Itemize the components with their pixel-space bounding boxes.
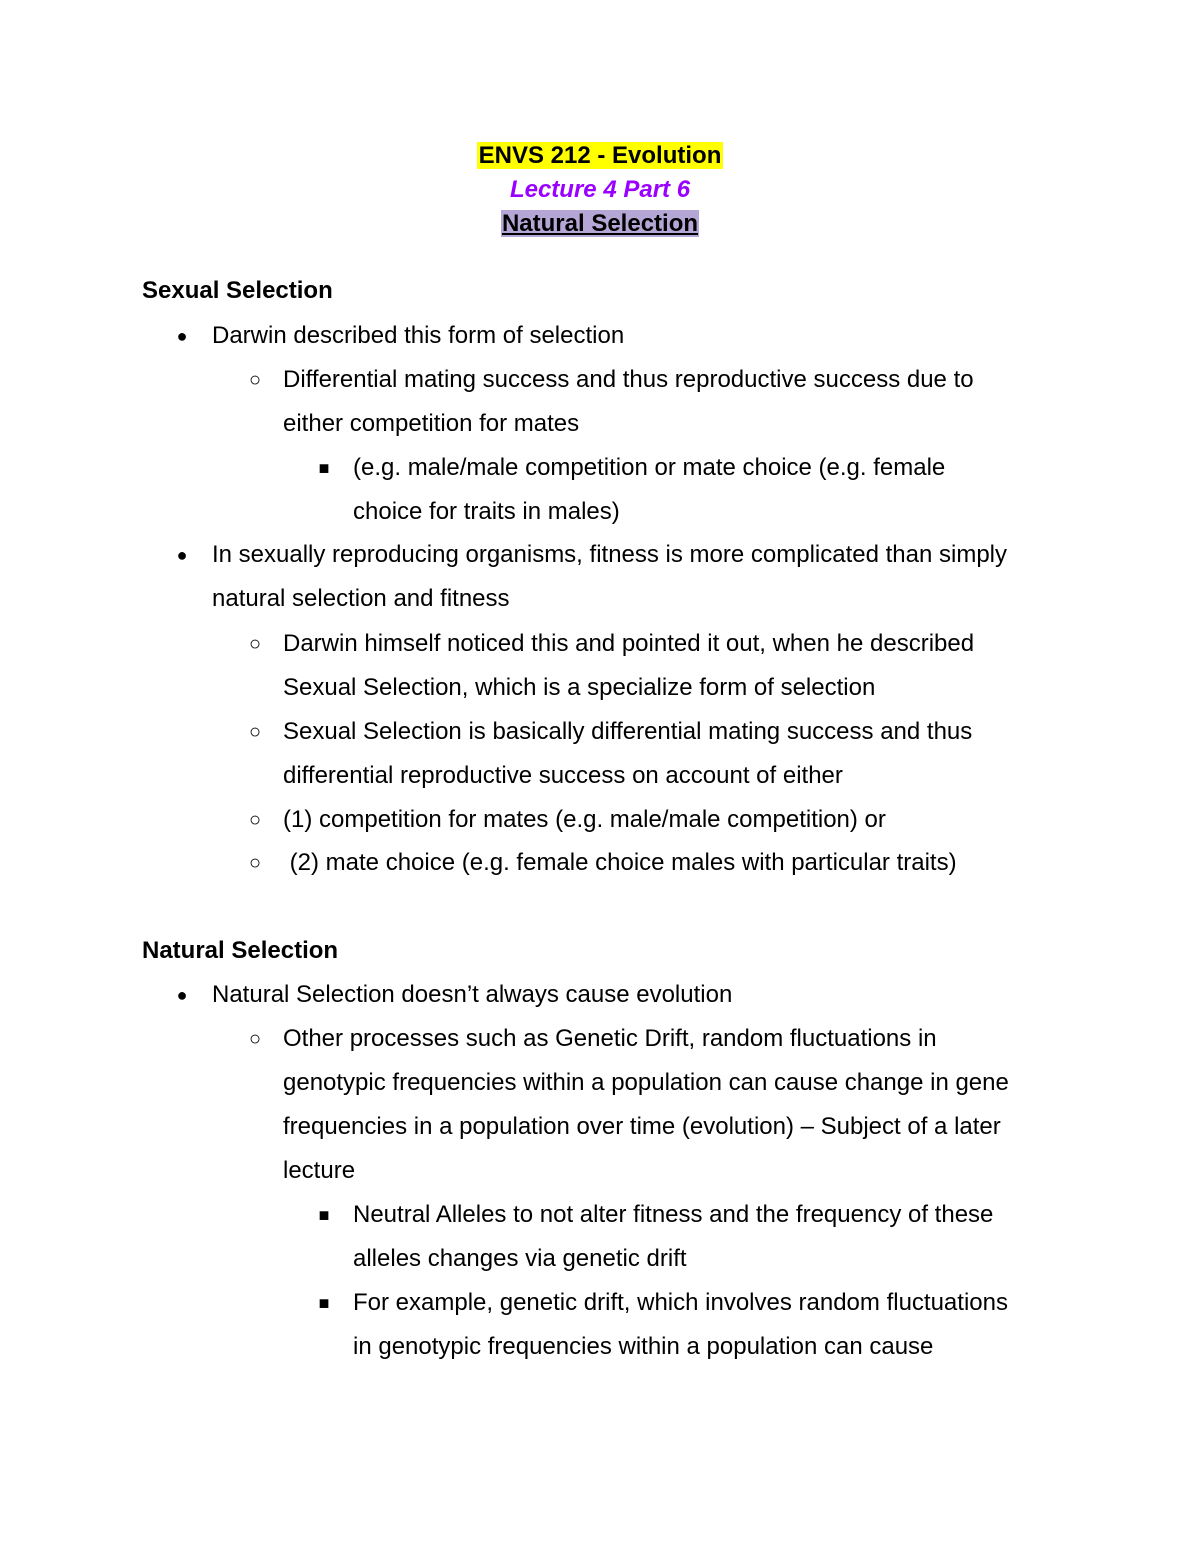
list-item: Natural Selection doesn’t always cause evolution <box>212 981 733 1008</box>
lecture-subtitle: Lecture 4 Part 6 <box>509 176 691 203</box>
bullet-square-icon: ■ <box>318 458 330 478</box>
list-item: (2) mate choice (e.g. female choice males with particular traits) <box>283 849 957 876</box>
list-item-continuation: differential reproductive success on account of either <box>283 762 843 789</box>
topic-heading <box>0 207 1200 241</box>
bullet-disc-icon: ● <box>176 985 188 1005</box>
bullet-circle-icon: ○ <box>248 369 262 391</box>
list-item-continuation: either competition for mates <box>283 410 580 437</box>
list-item-continuation: genotypic frequencies within a population can cause change in gene <box>283 1069 1009 1096</box>
bullet-disc-icon: ● <box>176 545 188 565</box>
list-item: Other processes such as Genetic Drift, random fluctuations in <box>283 1025 937 1052</box>
section-heading-natural-selection: Natural Selection <box>142 937 339 964</box>
list-item-continuation: lecture <box>283 1157 356 1184</box>
list-item: Darwin himself noticed this and pointed it out, when he described <box>283 630 975 657</box>
list-item: Neutral Alleles to not alter fitness and the frequency of these <box>353 1201 994 1228</box>
list-item: Differential mating success and thus reproductive success due to <box>283 366 974 393</box>
title-highlight: ENVS 212 - Evolution <box>478 142 722 169</box>
list-item: For example, genetic drift, which involves random fluctuations <box>353 1289 1008 1316</box>
list-item: Sexual Selection is basically differential mating success and thus <box>283 718 973 745</box>
list-item-continuation: in genotypic frequencies within a population can cause <box>353 1333 934 1360</box>
list-item: Darwin described this form of selection <box>212 322 625 349</box>
bullet-circle-icon: ○ <box>248 852 262 874</box>
bullet-square-icon: ■ <box>318 1205 330 1225</box>
list-item-continuation: Sexual Selection, which is a specialize form of selection <box>283 674 876 701</box>
section-heading-sexual-selection: Sexual Selection <box>142 277 333 304</box>
list-item: (e.g. male/male competition or mate choice (e.g. female <box>353 454 946 481</box>
list-item-continuation: alleles changes via genetic drift <box>353 1245 687 1272</box>
bullet-circle-icon: ○ <box>248 633 262 655</box>
bullet-disc-icon: ● <box>176 326 188 346</box>
bullet-square-icon: ■ <box>318 1293 330 1313</box>
list-item-continuation: frequencies in a population over time (evolution) – Subject of a later <box>283 1113 1001 1140</box>
document-title <box>0 139 1200 173</box>
bullet-circle-icon: ○ <box>248 721 262 743</box>
list-item-continuation: natural selection and fitness <box>212 585 510 612</box>
topic-highlight: Natural Selection <box>501 210 699 237</box>
bullet-circle-icon: ○ <box>248 809 262 831</box>
list-item: In sexually reproducing organisms, fitness is more complicated than simply <box>212 541 1008 568</box>
list-item-continuation: choice for traits in males) <box>353 498 620 525</box>
bullet-circle-icon: ○ <box>248 1028 262 1050</box>
list-item: (1) competition for mates (e.g. male/male competition) or <box>283 806 886 833</box>
